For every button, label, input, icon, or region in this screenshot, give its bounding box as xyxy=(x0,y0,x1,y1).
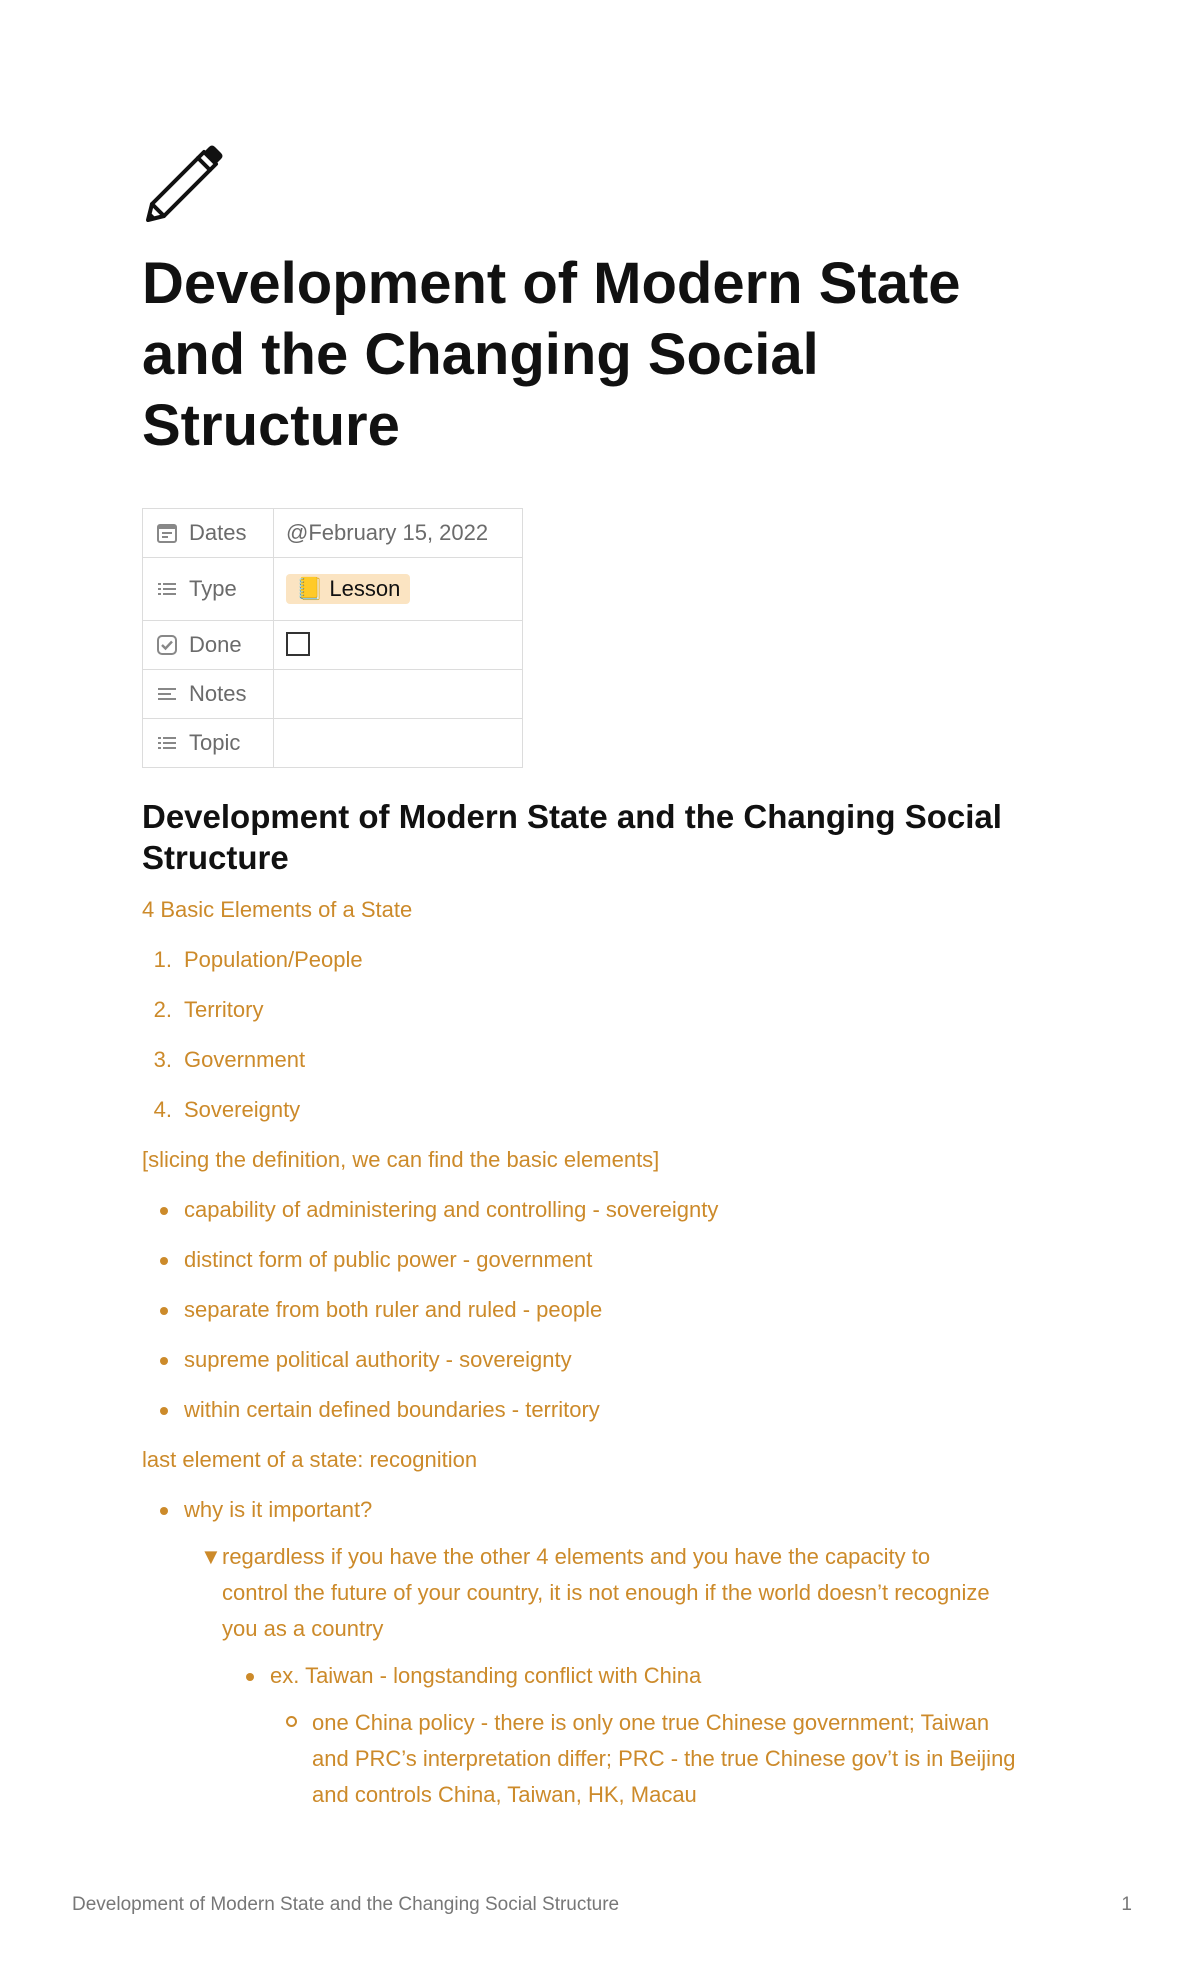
bullet xyxy=(142,1345,184,1375)
list-number: 1. xyxy=(153,947,172,972)
property-label: Notes xyxy=(189,681,247,706)
property-value-done xyxy=(274,621,523,670)
section-heading: Development of Modern State and the Changing Social Structure xyxy=(142,798,1002,876)
list-item-text: supreme political authority - sovereignty xyxy=(184,1347,572,1372)
property-value-type[interactable] xyxy=(274,558,523,621)
definition-parts-list xyxy=(142,1195,1062,1425)
notebook-icon: 📒 xyxy=(296,576,324,601)
bullet xyxy=(142,1245,184,1275)
example-list xyxy=(228,1661,1062,1691)
property-label: Type xyxy=(189,576,237,601)
basic-elements-list xyxy=(142,945,1062,1125)
calendar-icon xyxy=(155,521,179,545)
list-item-text: Territory xyxy=(184,997,264,1022)
list-item xyxy=(228,1661,1062,1691)
pencil-icon[interactable] xyxy=(142,142,226,226)
recognition-list xyxy=(142,1495,1062,1525)
list-item-text: capability of administering and controlling - sovereignty xyxy=(184,1197,719,1222)
property-label: Dates xyxy=(189,520,247,545)
list-icon xyxy=(155,577,179,601)
bullet xyxy=(142,1395,184,1425)
bullet xyxy=(142,1195,184,1225)
footer-page-number: 1 xyxy=(1121,1894,1132,1915)
toggle-block xyxy=(200,1539,1000,1647)
list-item xyxy=(142,1195,1062,1225)
slicing-note: [slicing the definition, we can find the basic elements] xyxy=(142,1147,660,1172)
property-value-notes[interactable] xyxy=(274,670,523,719)
list-item-text: distinct form of public power - government xyxy=(184,1247,593,1272)
list-item-text: Population/People xyxy=(184,947,363,972)
toggle-triangle-icon[interactable]: ▼ xyxy=(200,1544,222,1569)
list-item-text: why is it important? xyxy=(184,1497,373,1522)
tag-lesson[interactable] xyxy=(286,574,410,604)
list-item xyxy=(142,1495,1062,1525)
basic-elements-intro: 4 Basic Elements of a State xyxy=(142,897,413,922)
done-checkbox[interactable] xyxy=(286,632,310,656)
last-element-note: last element of a state: recognition xyxy=(142,1447,478,1472)
list-item xyxy=(142,1395,1062,1425)
list-number: 3. xyxy=(153,1047,172,1072)
bullet xyxy=(142,1295,184,1325)
list-item xyxy=(142,945,1062,975)
property-value-dates[interactable]: @February 15, 2022 xyxy=(274,509,523,558)
property-row-topic xyxy=(143,719,523,768)
page-footer xyxy=(72,1894,1132,1916)
list-item-text: separate from both ruler and ruled - people xyxy=(184,1297,603,1322)
property-label: Done xyxy=(189,632,242,657)
list-number: 4. xyxy=(153,1097,172,1122)
toggle-text: regardless if you have the other 4 elements and you have the capacity to control the future of your country, it is not enough if the world doesn’t recognize you as a country xyxy=(222,1544,990,1641)
list-item xyxy=(142,1095,1062,1125)
property-row-done xyxy=(143,621,523,670)
list-item xyxy=(270,1705,1020,1813)
bullet xyxy=(142,1495,184,1525)
property-row-notes xyxy=(143,670,523,719)
list-item-text: one China policy - there is only one true Chinese government; Taiwan and PRC’s interpretation differ; PRC - the true Chinese gov’t is in Beijing and controls China, Taiwan, HK, Macau xyxy=(312,1710,1016,1807)
list-item-text: within certain defined boundaries - territory xyxy=(184,1397,600,1422)
list-item xyxy=(142,1295,1062,1325)
footer-title: Development of Modern State and the Changing Social Structure xyxy=(72,1894,620,1915)
tag-label: Lesson xyxy=(329,576,401,601)
list-item xyxy=(142,995,1062,1025)
page-title: Development of Modern State and the Changing Social Structure xyxy=(142,251,961,458)
bullet xyxy=(270,1705,312,1813)
list-icon xyxy=(155,731,179,755)
property-row-dates xyxy=(143,509,523,558)
sub-example-list xyxy=(270,1705,1062,1813)
list-item-text: Sovereignty xyxy=(184,1097,301,1122)
text-lines-icon xyxy=(155,682,179,706)
bullet xyxy=(228,1661,270,1691)
notes-body xyxy=(142,895,1062,1813)
checkbox-property-icon xyxy=(155,633,179,657)
list-item-text: ex. Taiwan - longstanding conflict with China xyxy=(270,1663,702,1688)
properties-table xyxy=(142,508,523,768)
property-label: Topic xyxy=(189,730,241,755)
list-item xyxy=(142,1345,1062,1375)
list-number: 2. xyxy=(153,997,172,1022)
property-value-topic[interactable] xyxy=(274,719,523,768)
list-item-text: Government xyxy=(184,1047,306,1072)
list-item xyxy=(142,1045,1062,1075)
property-row-type xyxy=(143,558,523,621)
list-item xyxy=(142,1245,1062,1275)
